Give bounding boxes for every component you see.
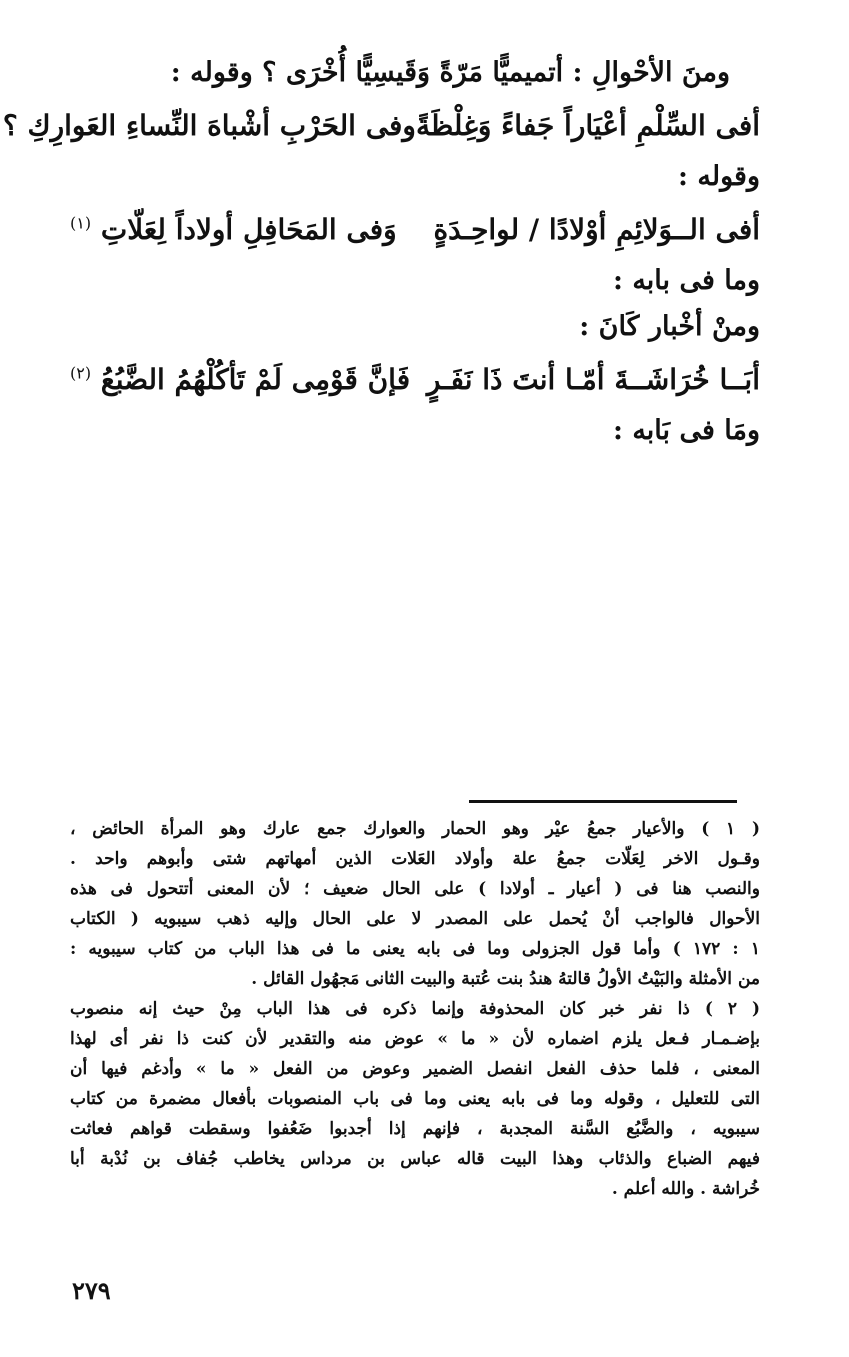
footnote-line: وقـول الاخر لِعَلّات جمعُ علة وأولاد العَلات الذين أمهاتهم شتى وأبوهم واحد . bbox=[70, 849, 760, 869]
verse-2 bbox=[70, 200, 760, 258]
footnote-line: من الأمثلة والبَيْتُ الأولُ قالتهُ هندُ بنت عُتبة والبيت الثانى مَجهُول القائل . bbox=[251, 969, 760, 989]
verse-1 bbox=[2, 96, 760, 154]
text-line-wa-ma-fi-babihi-2: ومَا فى بَابه : bbox=[612, 415, 760, 446]
footnote-separator bbox=[469, 800, 737, 803]
text-line-ahwal: ومنَ الأحْوالِ : أتميميًّا مَرّةً وَقَيسِيًّا أُخْرَى ؟ وقوله : bbox=[170, 57, 730, 88]
text-line-akhbar-kana: ومنْ أخْبار كَانَ : bbox=[579, 311, 760, 342]
footnotes bbox=[70, 814, 760, 1204]
verse-3-first-hemistich: أبَــا خُرَاشَــةَ أمّـا أنتَ ذَا نَفَـرٍ bbox=[426, 362, 760, 396]
verse-1-second-hemistich: وفى الحَرْبِ أشْباهَ النِّساءِ العَوارِكِ ؟ bbox=[2, 108, 416, 142]
verse-1-first-hemistich: أفى السِّلْمِ أعْيَاراً جَفاءً وَغِلْظَةً bbox=[415, 108, 760, 142]
footnote-line: خُراشة . والله أعلم . bbox=[611, 1179, 760, 1199]
footnote-line: والنصب هنا فى ( أعيار ـ أولادا ) على الحال ضعيف ؛ لأن المعنى أتتحول فى هذه bbox=[70, 879, 760, 899]
verse-3-second-text: فَإنَّ قَوْمِى لَمْ تَأكُلْهُمُ الضَّبُعُ bbox=[100, 362, 411, 396]
verse-3 bbox=[70, 350, 760, 408]
footnote-line: الأحوال فالواجب أنْ يُحمل على المصدر لا على الحال وإليه ذهب سيبويه ( الكتاب bbox=[70, 909, 760, 929]
page-number: ٢٧٩ bbox=[72, 1276, 111, 1305]
footnote-line: ( ١ ) والأعيار جمعُ عيْر وهو الحمار والعوارك جمع عارك وهو المرأة الحائض ، bbox=[70, 819, 760, 839]
footnote-line: المعنى ، فلما حذف الفعل انفصل الضمير وعوض من الفعل « ما » وأدغم فيها أن bbox=[70, 1059, 760, 1079]
footnote-line: ( ٢ ) ذا نفر خبر كان المحذوفة وإنما ذكره فى هذا الباب مِنْ حيث إنه منصوب bbox=[70, 999, 760, 1019]
footnote-line: بإضـمـار فـعل يلزم اضماره لأن « ما » عوض منه والتقدير لأن كنت ذا نفر أى لهذا bbox=[70, 1029, 760, 1049]
footnote-line: التى للتعليل ، وقوله وما فى بابه يعنى وما فى باب المنصوبات بأفعال مضمرة من كتاب bbox=[70, 1089, 760, 1109]
text-line-qawluhu: وقوله : bbox=[678, 161, 760, 192]
footnote-ref-1: (١) bbox=[70, 213, 92, 233]
text-line-wa-ma-fi-babihi: وما فى بابه : bbox=[612, 265, 760, 296]
verse-2-second-hemistich bbox=[70, 213, 397, 246]
verse-3-second-hemistich bbox=[70, 363, 410, 396]
verse-2-first-hemistich: أفى الــوَلائِمِ أوْلادًا / لواحِـدَةٍ bbox=[433, 212, 760, 246]
footnote-line: ١ : ١٧٢ ) وأما قول الجزولى وما فى بابه يعنى ما فى هذا الباب من كتاب سيبويه : bbox=[70, 939, 760, 959]
footnote-line: سيبويه ، والضَّبُع السَّنة المجدبة ، فإنهم إذا أجدبوا ضَعُفوا وسقطت قواهم فعاثت bbox=[70, 1119, 760, 1139]
footnote-line: فيهم الضباع والذئاب وهذا البيت قاله عباس بن مرداس يخاطب جُفاف بن نُدْبة أبا bbox=[70, 1149, 760, 1169]
footnote-ref-2: (٢) bbox=[70, 363, 92, 383]
main-text bbox=[2, 50, 760, 454]
verse-2-second-text: وَفى المَحَافِلِ أولاداً لِعَلّاتِ bbox=[100, 212, 397, 246]
